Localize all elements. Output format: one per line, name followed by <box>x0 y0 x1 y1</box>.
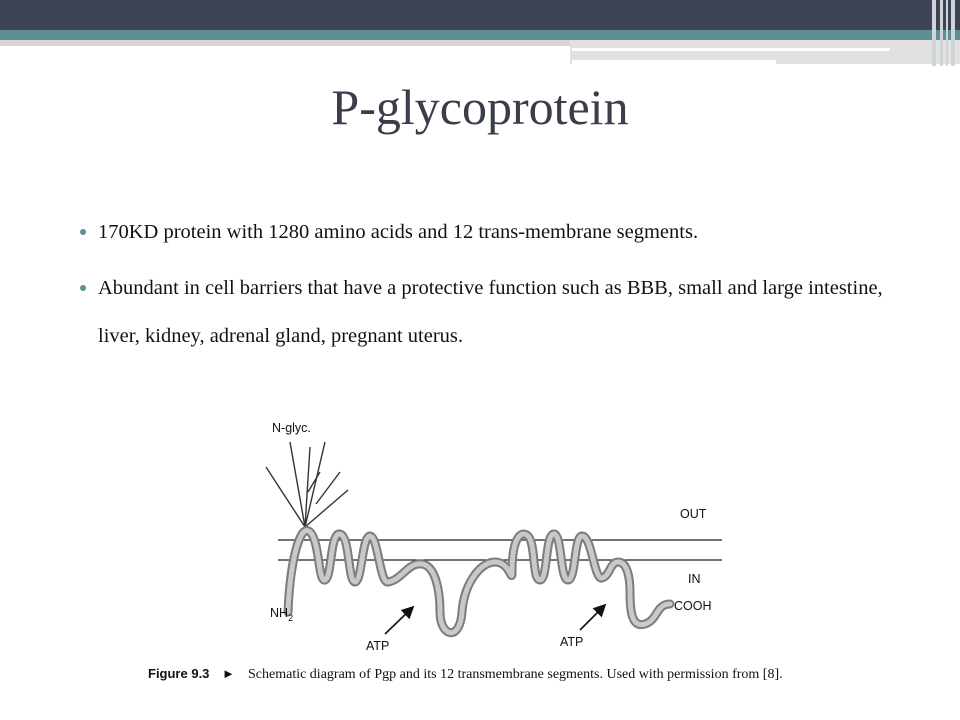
header-band-gray <box>0 40 570 46</box>
label-in: IN <box>688 572 701 586</box>
label-atp-1: ATP <box>366 639 390 653</box>
bullet-item: 170KD protein with 1280 amino acids and 12 trans-membrane segments. <box>78 208 898 256</box>
atp-arrow-1 <box>385 608 412 634</box>
pgp-diagram <box>140 412 860 702</box>
caption-text: Schematic diagram of Pgp and its 12 transmembrane segments. Used with permission from [8]. <box>248 667 783 682</box>
header-stripe <box>940 0 943 66</box>
header-band-teal <box>0 30 960 40</box>
header-stripe <box>946 0 948 66</box>
caption-arrow-icon: ► <box>222 666 235 681</box>
atp-arrow-2 <box>580 606 604 630</box>
label-atp-2: ATP <box>560 635 584 649</box>
glycosylation-tree <box>266 442 348 527</box>
label-cooh: COOH <box>674 599 712 613</box>
label-nh2-sub: 2 <box>288 613 294 623</box>
header-band-dark <box>0 0 960 30</box>
header-stripe <box>932 0 936 66</box>
protein-strand <box>288 530 670 632</box>
label-nh2-main: NH <box>270 606 289 620</box>
bullet-item: Abundant in cell barriers that have a protective function such as BBB, small and large intestine, liver, kidney, adrenal gland, pregnant uterus. <box>78 264 898 360</box>
header-line-2 <box>572 60 776 64</box>
header-stripe <box>951 0 955 66</box>
caption-figure-number: Figure 9.3 <box>148 666 210 681</box>
label-out: OUT <box>680 507 707 521</box>
header-line <box>572 48 890 51</box>
bullet-list <box>78 208 898 368</box>
label-nglyc: N-glyc. <box>272 421 311 435</box>
slide-title: P-glycoprotein <box>331 79 629 135</box>
